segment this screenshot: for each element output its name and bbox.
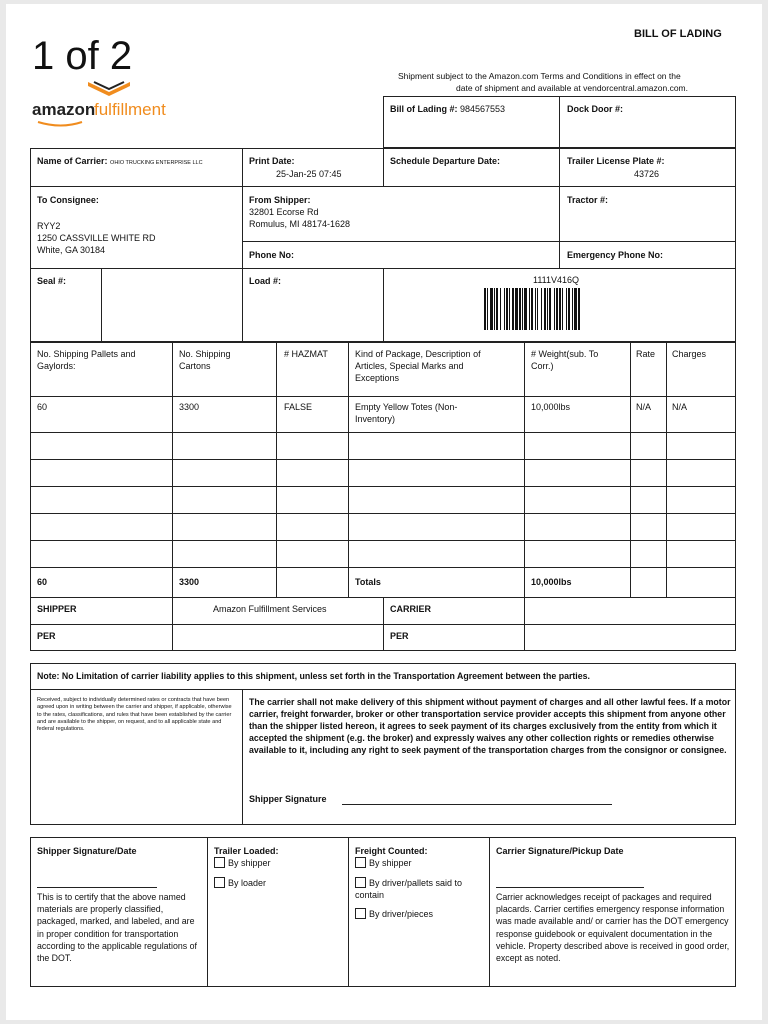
consignee-line-2: 1250 CASSVILLE WHITE RD	[37, 233, 156, 243]
shipper-sign-label: SHIPPER	[37, 604, 77, 614]
shipper-from-label: From Shipper:	[249, 195, 311, 205]
shipper-sign-value: Amazon Fulfillment Services	[213, 604, 327, 614]
carrier-signature-line[interactable]	[496, 887, 644, 888]
document-title: BILL OF LADING	[634, 28, 722, 40]
shipper-signature-date-label: Shipper Signature/Date	[37, 846, 137, 856]
freight-by-driver-pieces-label: By driver/pieces	[369, 909, 434, 919]
received-terms: Received, subject to individually determined rates or contracts that have been agreed upon in writing between the carrier and shipper, if applicable, otherwise to the rates, classifications, and rules that have been established by the carrier and are available to the shipper, on request, and to all applicable state and federal regulations.	[37, 697, 232, 733]
print-date-value: 25-Jan-25 07:45	[276, 169, 342, 179]
freight-by-driver-pallets-label: By driver/pallets said to contain	[355, 878, 463, 900]
total-cartons: 3300	[179, 577, 200, 587]
total-weight: 10,000lbs	[531, 577, 572, 587]
row1-description: Empty Yellow Totes (Non-Inventory)	[355, 402, 458, 424]
freight-by-driver-pieces-checkbox[interactable]	[355, 908, 366, 919]
trailer-by-loader-option[interactable]	[214, 877, 266, 889]
terms-line-1: Shipment subject to the Amazon.com Terms and Conditions in effect on the	[398, 71, 681, 81]
logo-smile-icon	[36, 120, 86, 128]
certification-text: This is to certify that the above named materials are properly classified, packaged, marked, and labeled, and are in proper condition for transportation according to the applicable regulations of the DOT.	[37, 892, 197, 964]
trailer-loaded-label: Trailer Loaded:	[214, 846, 279, 856]
row1-cartons: 3300	[179, 402, 200, 412]
col-header-hazmat: # HAZMAT	[284, 349, 328, 359]
load-label: Load #:	[249, 276, 282, 286]
col-header-rate: Rate	[636, 349, 656, 359]
seal-label: Seal #:	[37, 276, 67, 286]
tractor-label: Tractor #:	[567, 195, 609, 205]
delivery-terms: The carrier shall not make delivery of this shipment without payment of charges and all other lawful fees. If a motor carrier, freight forwarder, broker or other transportation service provider accepts this shipment from anyone other than the shipper listed hereon, it agrees to seek payment of its charges exclusively from the entity from which it accepted the shipment (e.g. the broker) and expressly waives any other collection rights or remedies otherwise available to it, including any right to seek payment of the transportation charges from the consignor or consignee.	[249, 697, 731, 755]
carrier-name-label: Name of Carrier:	[37, 156, 108, 166]
row1-charges: N/A	[672, 402, 688, 412]
col-header-description: Kind of Package, Description of Articles, Special Marks and Exceptions	[355, 349, 481, 383]
page-indicator: 1 of 2	[32, 34, 133, 78]
carrier-acknowledgement: Carrier acknowledges receipt of packages and required placards. Carrier certifies emergency response information was made available and/ or carrier has the DOT emergency response guidebook or equivalent documentation in the vehicle. Property described above is received in good order, except as noted.	[496, 892, 730, 964]
emergency-phone-label: Emergency Phone No:	[567, 250, 664, 260]
liability-note: Note: No Limitation of carrier liability applies to this shipment, unless set forth in the Transportation Agreement between the parties.	[37, 671, 590, 681]
bol-value: 984567553	[460, 104, 506, 114]
shipper-line-1: 32801 Ecorse Rd	[249, 207, 319, 217]
freight-by-driver-pallets-checkbox[interactable]	[355, 877, 366, 888]
logo-amazon-text: amazon	[32, 100, 96, 119]
trailer-by-shipper-checkbox[interactable]	[214, 857, 225, 868]
load-code: 1111V416Q	[533, 275, 580, 285]
col-header-charges: Charges	[672, 349, 707, 359]
dock-door-label: Dock Door #:	[567, 104, 624, 114]
col-header-pallets: No. Shipping Pallets and Gaylords:	[37, 349, 136, 371]
logo-fulfillment-text: fulfillment	[94, 100, 166, 119]
bol-label: Bill of Lading #:	[390, 104, 458, 114]
bill-of-lading-page	[6, 4, 762, 1020]
consignee-line-1: RYY2	[37, 221, 61, 231]
amazon-fulfillment-logo	[32, 80, 212, 130]
row1-weight: 10,000lbs	[531, 402, 571, 412]
freight-by-driver-pieces-option[interactable]	[355, 908, 433, 920]
trailer-by-shipper-option[interactable]	[214, 857, 271, 869]
terms-line-2: date of shipment and available at vendorcentral.amazon.com.	[456, 83, 688, 93]
carrier-sign-label: CARRIER	[390, 604, 432, 614]
trailer-by-loader-label: By loader	[228, 878, 267, 888]
consignee-label: To Consignee:	[37, 195, 99, 205]
freight-by-shipper-option[interactable]	[355, 857, 412, 869]
row1-hazmat: FALSE	[284, 402, 313, 412]
shipper-line-2: Romulus, MI 48174-1628	[249, 219, 351, 229]
shipper-signature-date-line[interactable]	[37, 887, 157, 888]
totals-label: Totals	[355, 577, 381, 587]
logo-chevron-icon	[86, 80, 132, 96]
row1-rate: N/A	[636, 402, 652, 412]
per-label-shipper: PER	[37, 631, 56, 641]
shipper-signature-line[interactable]	[342, 804, 612, 805]
col-header-weight: # Weight(sub. To Corr.)	[531, 349, 599, 371]
freight-counted-label: Freight Counted:	[355, 846, 428, 856]
trailer-by-shipper-label: By shipper	[228, 858, 271, 868]
freight-by-shipper-checkbox[interactable]	[355, 857, 366, 868]
load-barcode	[484, 288, 636, 330]
total-pallets: 60	[37, 577, 48, 587]
row1-pallets: 60	[37, 402, 48, 412]
carrier-name-value: OHIO TRUCKING ENTERPRISE LLC	[110, 160, 203, 166]
trailer-by-loader-checkbox[interactable]	[214, 877, 225, 888]
consignee-line-3: White, GA 30184	[37, 245, 106, 255]
trailer-plate-label: Trailer License Plate #:	[567, 156, 665, 166]
shipper-signature-label: Shipper Signature	[249, 794, 327, 804]
print-date-label: Print Date:	[249, 156, 295, 166]
per-label-carrier: PER	[390, 631, 409, 641]
freight-by-driver-pallets-option[interactable]	[355, 877, 485, 901]
trailer-plate-value: 43726	[634, 169, 660, 179]
carrier-signature-pickup-label: Carrier Signature/Pickup Date	[496, 846, 624, 856]
freight-by-shipper-label: By shipper	[369, 858, 412, 868]
phone-label: Phone No:	[249, 250, 294, 260]
col-header-cartons: No. Shipping Cartons	[179, 349, 231, 371]
schedule-departure-label: Schedule Departure Date:	[390, 156, 501, 166]
